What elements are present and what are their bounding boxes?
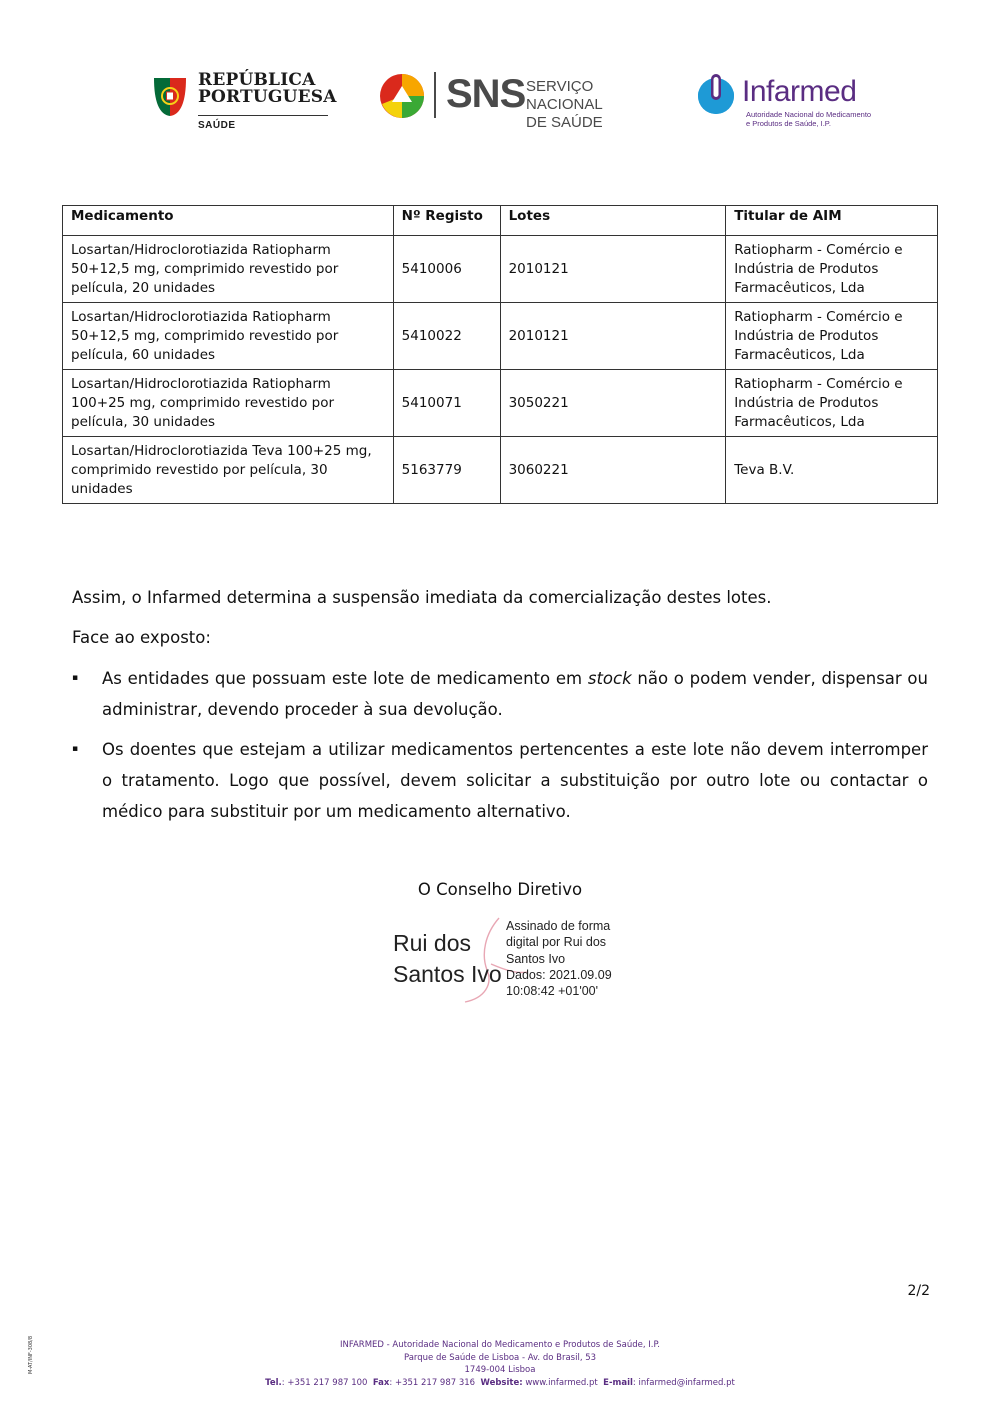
paragraph-suspension: Assim, o Infarmed determina a suspensão imediata da comercialização destes lotes.	[72, 588, 772, 607]
table-row	[63, 370, 938, 437]
paragraph-face-ao-exposto: Face ao exposto:	[72, 628, 211, 647]
footer-address: Parque de Saúde de Lisboa - Av. do Brasil, 53	[403, 1352, 597, 1363]
table-row	[63, 437, 938, 504]
bullet-list	[72, 663, 928, 836]
table-header-row	[63, 206, 938, 236]
infarmed-logo	[694, 72, 874, 134]
header-titular: Titular de AIM	[726, 206, 938, 236]
footer-org: INFARMED - Autoridade Nacional do Medicamento e Produtos de Saúde, I.P.	[340, 1340, 660, 1350]
sns-abbrev: SNS	[446, 72, 526, 116]
header-registo: Nº Registo	[393, 206, 500, 236]
saude-label: SAÚDE	[198, 120, 236, 131]
table-row	[63, 236, 938, 303]
email-link[interactable]: : infarmed@infarmed.pt	[632, 1377, 735, 1388]
cell-registo: 5410071	[393, 370, 500, 437]
signature-details: Assinado de forma digital por Rui dos Santos Ivo Dados: 2021.09.09 10:08:42 +01'00'	[506, 919, 612, 999]
cell-titular: Ratiopharm - Comércio e Indústria de Produtos Farmacêuticos, Lda	[726, 370, 938, 437]
header-lotes: Lotes	[500, 206, 726, 236]
list-item: ▪ As entidades que possuam este lote de medicamento em stock não o podem vender, dispensar ou administrar, devendo proceder à sua devolução.	[72, 663, 928, 725]
list-item: ▪ Os doentes que estejam a utilizar medicamentos pertencentes a este lote não devem interromper o tratamento. Logo que possível, devem solicitar a substituição por outro lote ou contactar o médico para substituir por um medicamento alternativo.	[72, 734, 928, 827]
cell-lotes: 3050221	[500, 370, 726, 437]
website-link[interactable]: www.infarmed.pt	[522, 1377, 598, 1388]
divider-line	[198, 115, 328, 116]
infarmed-emblem-icon	[694, 74, 738, 118]
footer-postal: 1749-004 Lisboa	[464, 1365, 536, 1376]
cell-titular: Ratiopharm - Comércio e Indústria de Produtos Farmacêuticos, Lda	[726, 236, 938, 303]
sns-emblem-icon	[378, 72, 426, 120]
portugal-emblem-icon	[152, 74, 188, 118]
cell-titular: Ratiopharm - Comércio e Indústria de Produtos Farmacêuticos, Lda	[726, 303, 938, 370]
cell-medicamento: Losartan/Hidroclorotiazida Ratiopharm 50+12,5 mg, comprimido revestido por película, 20 unidades	[63, 236, 394, 303]
footer	[0, 1339, 1000, 1389]
cell-registo: 5410006	[393, 236, 500, 303]
infarmed-tagline: Autoridade Nacional do Medicamento e Produtos de Saúde, I.P.	[746, 110, 872, 128]
sns-divider	[434, 72, 436, 118]
cell-medicamento: Losartan/Hidroclorotiazida Ratiopharm 100+25 mg, comprimido revestido por película, 30 unidades	[63, 370, 394, 437]
medicines-table	[62, 205, 938, 504]
footer-contacts: Tel.: +351 217 987 100 Fax: +351 217 987 316 Website: www.infarmed.pt E-mail: infarmed@infarmed.pt	[265, 1377, 735, 1388]
signature-name: Rui dos Santos Ivo	[393, 930, 502, 987]
republica-portuguesa-wordmark: REPÚBLICA PORTUGUESA	[198, 70, 337, 107]
council-label: O Conselho Diretivo	[417, 880, 583, 899]
cell-registo: 5163779	[393, 437, 500, 504]
cell-lotes: 2010121	[500, 236, 726, 303]
sns-logo	[378, 70, 648, 131]
cell-lotes: 3060221	[500, 437, 726, 504]
header-medicamento: Medicamento	[63, 206, 394, 236]
republica-portuguesa-logo	[152, 70, 337, 136]
cell-medicamento: Losartan/Hidroclorotiazida Ratiopharm 50+12,5 mg, comprimido revestido por película, 60 unidades	[63, 303, 394, 370]
sns-full-name: SERVIÇO NACIONAL DE SAÚDE	[526, 78, 603, 131]
cell-medicamento: Losartan/Hidroclorotiazida Teva 100+25 mg, comprimido revestido por película, 30 unidades	[63, 437, 394, 504]
bullet-square-icon: ▪	[72, 744, 79, 754]
table-row	[63, 303, 938, 370]
cell-lotes: 2010121	[500, 303, 726, 370]
cell-titular: Teva B.V.	[726, 437, 938, 504]
page-number: 2/2	[907, 1283, 930, 1299]
bullet-square-icon: ▪	[72, 673, 79, 683]
cell-registo: 5410022	[393, 303, 500, 370]
infarmed-wordmark: Infarmed	[742, 75, 857, 108]
document-code-text: M-AT/INF-308/8	[28, 1335, 34, 1374]
